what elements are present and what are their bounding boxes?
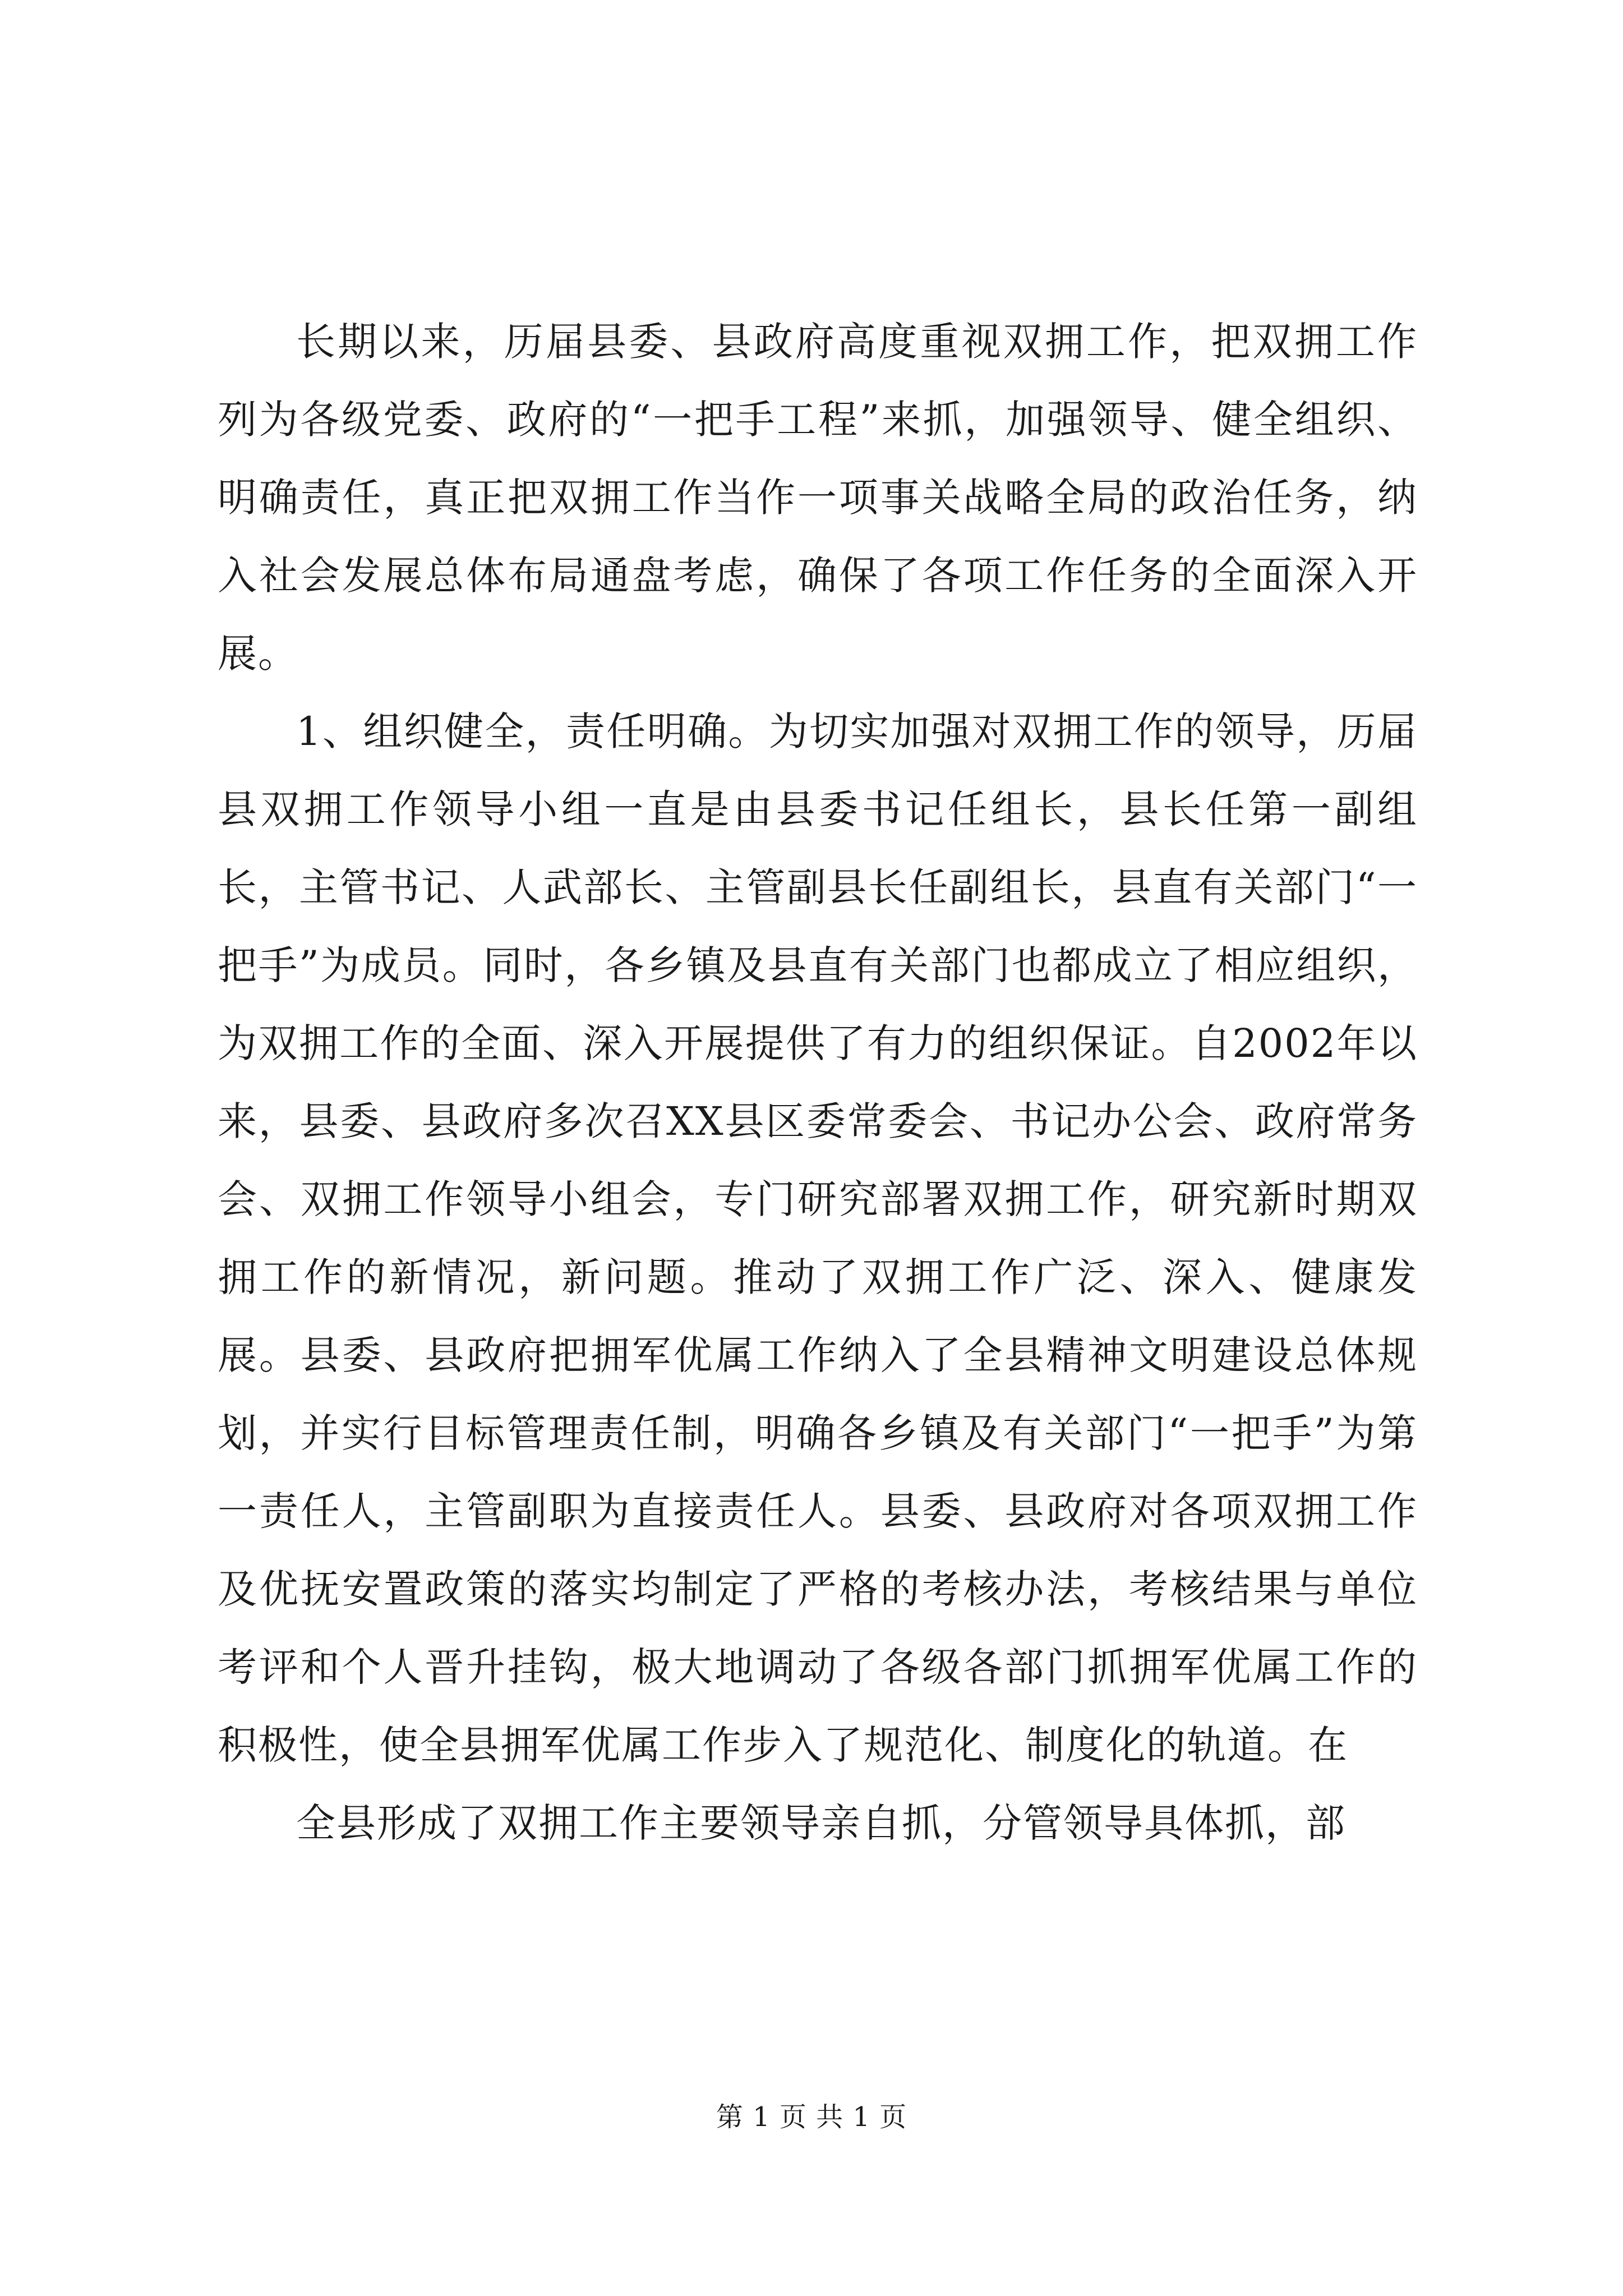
paragraph: 长期以来，历届县委、县政府高度重视双拥工作，把双拥工作列为各级党委、政府的“一把手工程”来抓，加强领导、健全组织、明确责任，真正把双拥工作当作一项事关战略全局的政治任务，纳入社会发展总体布局通盘考虑，确保了各项工作任务的全面深入开展。 (218, 319, 1418, 677)
page-footer: 第 1 页 共 1 页 (716, 2101, 907, 2133)
paragraph: 1、组织健全，责任明确。为切实加强对双拥工作的领导，历届县双拥工作领导小组一直是由县委书记任组长，县长任第一副组长，主管书记、人武部长、主管副县长任副组长，县直有关部门“一把手”为成员。同时，各乡镇及县直有关部门也都成立了相应组织，为双拥工作的全面、深入开展提供了有力的组织保证。自2002年以来，县委、县政府多次召XX县区委常委会、书记办公会、政府常务会、双拥工作领导小组会，专门研究部署双拥工作，研究新时期双拥工作的新情况，新问题。推动了双拥工作广泛、深入、健康发展。县委、县政府把拥军优属工作纳入了全县精神文明建设总体规划，并实行目标管理责任制，明确各乡镇及有关部门“一把手”为第一责任人，主管副职为直接责任人。县委、县政府对各项双拥工作及优抚安置政策的落实均制定了严格的考核办法，考核结果与单位考评和个人晋升挂钩，极大地调动了各级各部门抓拥军优属工作的积极性，使全县拥军优属工作步入了规范化、制度化的轨道。在 (218, 708, 1418, 1768)
paragraph: 全县形成了双拥工作主要领导亲自抓，分管领导具体抓，部 (296, 1800, 1346, 1846)
document-body (218, 303, 1418, 1862)
